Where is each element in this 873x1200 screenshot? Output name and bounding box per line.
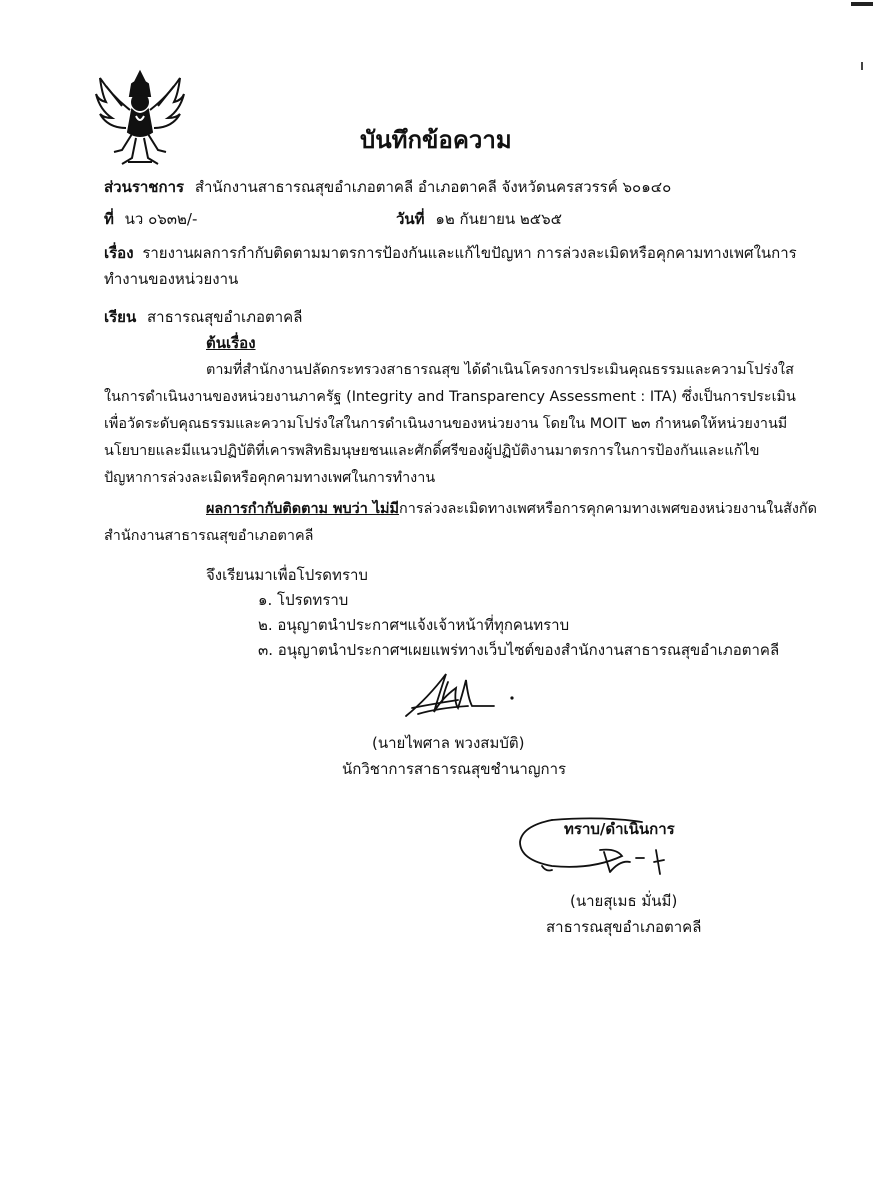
- to-line: [104, 304, 302, 331]
- subject-label: เรื่อง: [104, 244, 134, 262]
- subject-line-1: [104, 240, 797, 267]
- origin-heading: ต้นเรื่อง: [206, 334, 256, 352]
- origin-line-5: ปัญหาการล่วงละเมิดหรือคุกคามทางเพศในการทำงาน: [104, 470, 436, 486]
- signature-2: [512, 808, 682, 898]
- agency-label: ส่วนราชการ: [104, 178, 185, 196]
- origin-line-2: ในการดำเนินงานของหน่วยงานภาครัฐ (Integrity and Transparency Assessment : ITA) ซึ่งเป็นการประเมิน: [104, 389, 796, 405]
- subject-text-1: รายงานผลการกำกับติดตามมาตรการป้องกันและแก้ไขปัญหา การล่วงละเมิดหรือคุกคามทางเพศในการ: [142, 244, 797, 262]
- closing-line: จึงเรียนมาเพื่อโปรดทราบ: [206, 566, 368, 584]
- result-line-1: [206, 496, 817, 523]
- origin-line-1: ตามที่สำนักงานปลัดกระทรวงสาธารณสุข ได้ดำเนินโครงการประเมินคุณธรรมและความโปร่งใส: [206, 362, 794, 378]
- garuda-emblem: [92, 66, 188, 168]
- agency-value: สำนักงานสาธารณสุขอำเภอตาคลี อำเภอตาคลี จังหวัดนครสวรรค์ ๖๐๑๔๐: [194, 178, 672, 196]
- list-item: ๒. อนุญาตนำประกาศฯแจ้งเจ้าหน้าที่ทุกคนทราบ: [258, 616, 570, 634]
- signer-2-name: (นายสุเมธ มั่นมี): [570, 892, 678, 910]
- reference-line: [104, 206, 197, 233]
- result-heading: ผลการกำกับติดตาม พบว่า ไม่มี: [206, 501, 400, 517]
- scan-mark: [851, 2, 873, 6]
- signer-2-title: สาธารณสุขอำเภอตาคลี: [546, 918, 702, 936]
- list-item: ๓. อนุญาตนำประกาศฯเผยแพร่ทางเว็บไซต์ของสำนักงานสาธารณสุขอำเภอตาคลี: [258, 641, 780, 659]
- date-line: [396, 206, 562, 233]
- document-title: บันทึกข้อความ: [360, 126, 512, 154]
- result-line-2: สำนักงานสาธารณสุขอำเภอตาคลี: [104, 528, 314, 544]
- scan-tick: [861, 62, 863, 70]
- signature-1: [398, 668, 528, 724]
- list-item: ๑. โปรดทราบ: [258, 591, 349, 609]
- signer-1-name: (นายไพศาล พวงสมบัติ): [372, 734, 525, 752]
- to-label: เรียน: [104, 308, 137, 326]
- date-label: วันที่: [396, 210, 425, 228]
- to-value: สาธารณสุขอำเภอตาคลี: [147, 308, 303, 326]
- date-value: ๑๒ กันยายน ๒๕๖๕: [435, 210, 563, 228]
- subject-line-2: ทำงานของหน่วยงาน: [104, 270, 239, 288]
- ref-value: นว ๐๖๓๒/-: [124, 210, 198, 228]
- agency-line: [104, 174, 671, 201]
- result-text: การล่วงละเมิดทางเพศหรือการคุกคามทางเพศของหน่วยงานในสังกัด: [399, 501, 817, 517]
- origin-line-4: นโยบายและมีแนวปฏิบัติที่เคารพสิทธิมนุษยชนและศักดิ์ศรีของผู้ปฏิบัติงานมาตรการในการป้องกันและแก้ไข: [104, 443, 760, 459]
- approval-text: ทราบ/ดำเนินการ: [564, 820, 675, 838]
- ref-label: ที่: [104, 210, 114, 228]
- signer-1-title: นักวิชาการสาธารณสุขชำนาญการ: [342, 760, 567, 778]
- origin-line-3: เพื่อวัดระดับคุณธรรมและความโปร่งใสในการดำเนินงานของหน่วยงาน โดยใน MOIT ๒๓ กำหนดให้หน่วยงานมี: [104, 416, 788, 432]
